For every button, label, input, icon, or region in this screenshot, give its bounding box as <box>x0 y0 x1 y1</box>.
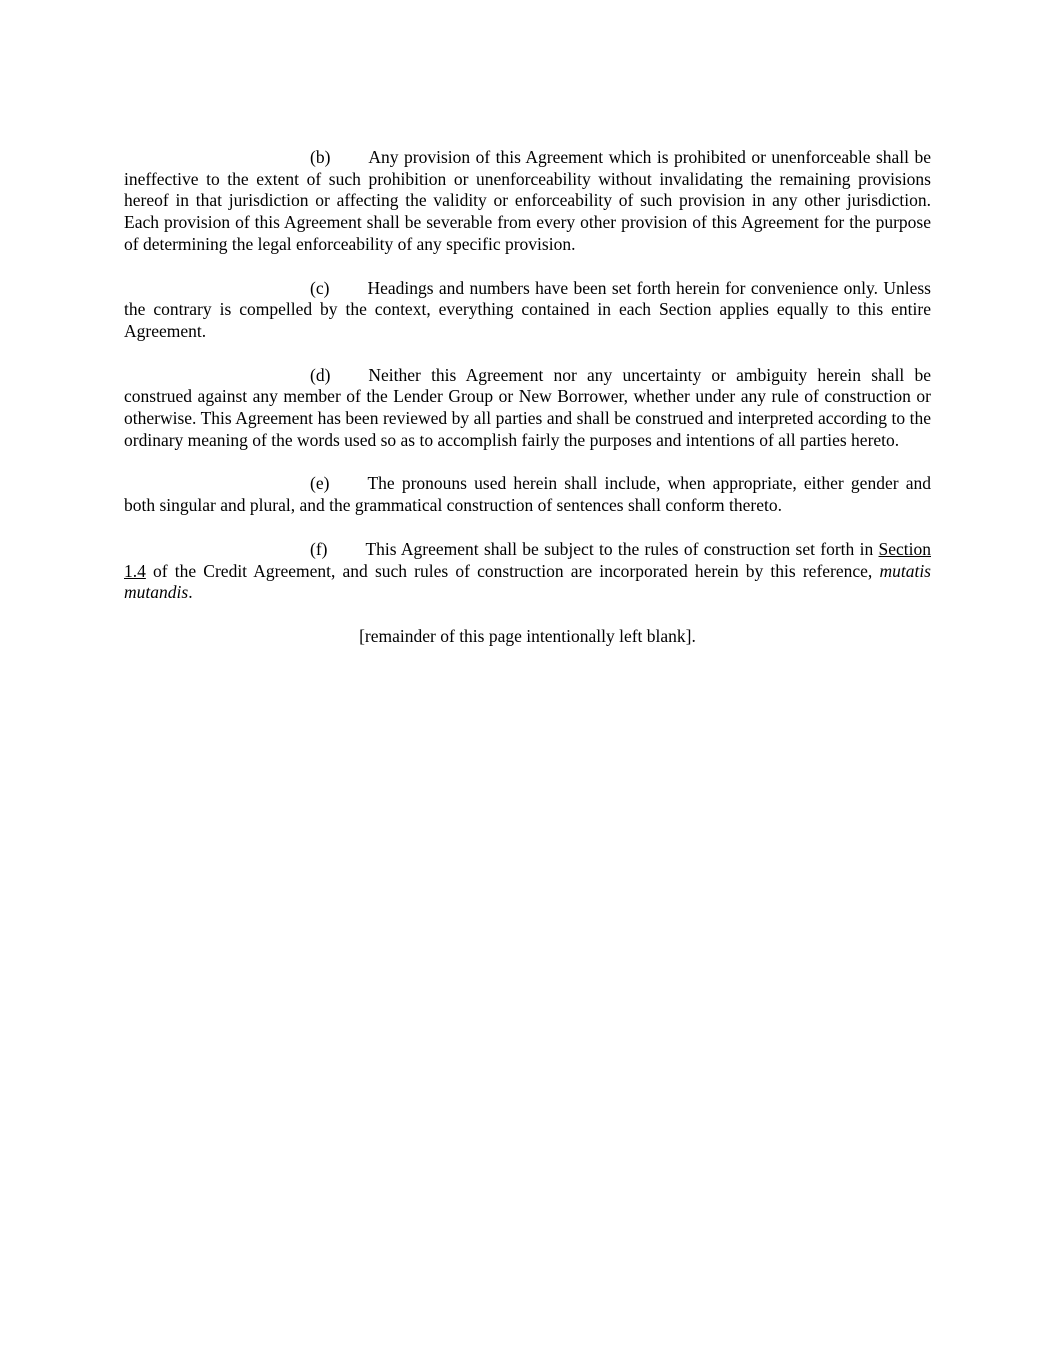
paragraph-text: This Agreement shall be subject to the rules of construction set forth in <box>365 538 879 559</box>
paragraph-f <box>124 539 931 604</box>
paragraph-d <box>124 365 931 452</box>
paragraph-b <box>124 147 931 256</box>
paragraph-label: (b) <box>310 147 331 167</box>
paragraph-label: (f) <box>310 538 328 559</box>
paragraph-text: The pronouns used herein shall include, when appropriate, either gender and both singular and plural, and the grammatical construction of sentences shall conform thereto. <box>124 473 931 516</box>
paragraph-label: (c) <box>310 277 330 298</box>
paragraph-e <box>124 473 931 516</box>
paragraph-c <box>124 278 931 343</box>
paragraph-text: Any provision of this Agreement which is prohibited or unenforceable shall be ineffective to the extent of such prohibition or unenforceability without invalidating the remaining provisions hereof in that jurisdiction or affecting the validity or enforceability of such provision in any other jurisdiction. Each provision of this Agreement shall be severable from every other provision of this Agreement for the purpose of determining the legal enforceability of any specific provision. <box>124 147 931 254</box>
paragraph-text: of the Credit Agreement, and such rules of construction are incorporated herein by this reference, <box>145 560 880 581</box>
document-body <box>124 147 931 648</box>
paragraph-text: Neither this Agreement nor any uncertainty or ambiguity herein shall be construed against any member of the Lender Group or New Borrower, whether under any rule of construction or otherwise. This Agreement has been reviewed by all parties and shall be construed and interpreted according to the ordinary meaning of the words used so as to accomplish fairly the purposes and intentions of all parties hereto. <box>124 364 931 450</box>
section-reference: Section 1.4 <box>124 538 931 581</box>
paragraph-text: . <box>188 582 193 603</box>
page-blank-notice: [remainder of this page intentionally left blank]. <box>359 625 696 646</box>
paragraph-label: (e) <box>310 473 330 494</box>
paragraph-text: Headings and numbers have been set forth herein for convenience only. Unless the contrary is compelled by the context, everything contained in each Section applies equally to this entire Agreement. <box>124 277 931 341</box>
paragraph-label: (d) <box>310 364 331 385</box>
latin-phrase: mutatis mutandis <box>124 560 931 603</box>
